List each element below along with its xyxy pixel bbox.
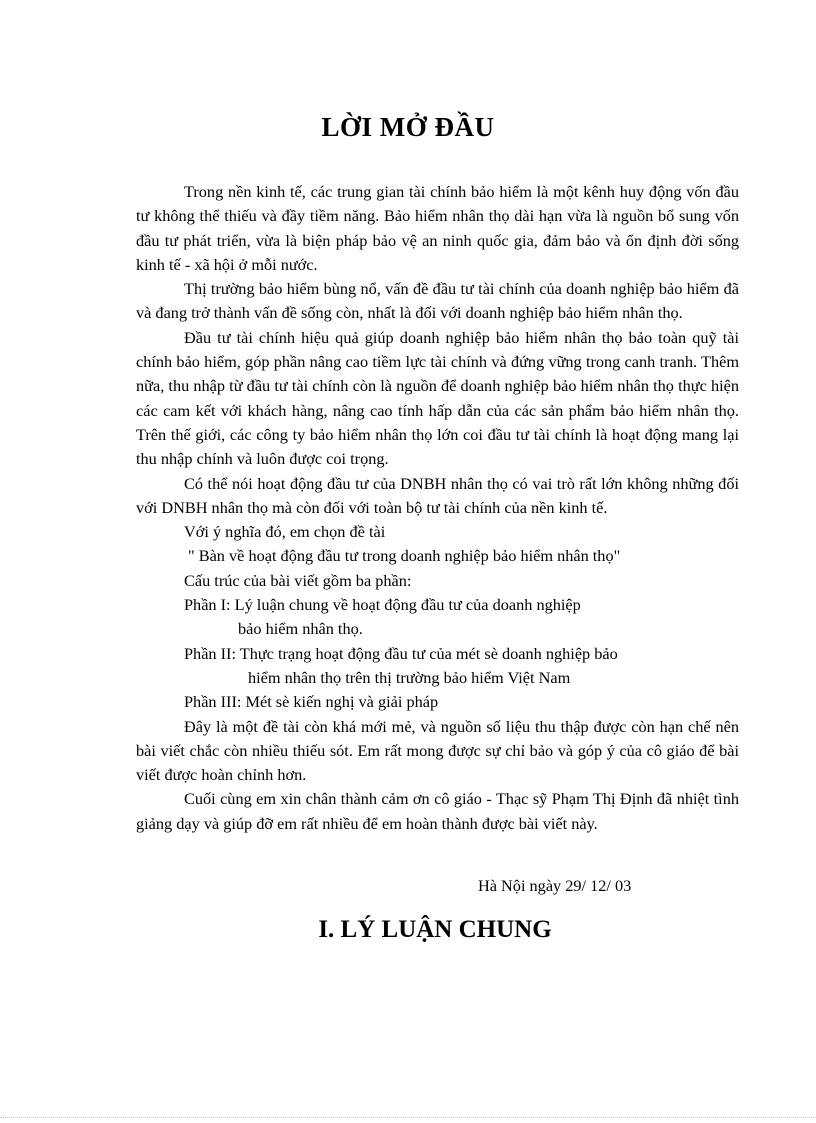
- paragraph-role: Có thể nói hoạt động đầu tư của DNBH nhân thọ có vai trò rất lớn không những đối với DNBH nhân thọ mà còn đối với toàn bộ tư tài chính của nền kinh tế.: [136, 473, 739, 517]
- part-3-title: Phần III: Mét sè kiến nghị và giải pháp: [184, 692, 439, 712]
- document-body: [136, 180, 739, 836]
- page-bottom-divider: [0, 1117, 816, 1118]
- structure-intro: Cấu trúc của bài viết gồm ba phần:: [184, 570, 412, 590]
- part-2-title: Phần II: Thực trạng hoạt động đầu tư của mét sè doanh nghiệp bảo: [184, 643, 618, 663]
- paragraph-limitations: Đây là một đề tài còn khá mới mẻ, và nguồn số liệu thu thập được còn hạn chế nên bài viết chắc còn nhiều thiếu sót. Em rất mong được sự chỉ bảo và góp ý của cô giáo để bài viết được hoàn chỉnh hơn.: [136, 716, 739, 785]
- paragraph-financial-investment: Đầu tư tài chính hiệu quả giúp doanh nghiệp bảo hiểm nhân thọ bảo toàn quỹ tài chính bảo hiểm, góp phần nâng cao tiềm lực tài chính và đứng vững trong canh tranh. Thêm nữa, thu nhập từ đầu tư tài chính còn là nguồn để doanh nghiệp bảo hiểm nhân thọ thực hiện các cam kết với khách hàng, nâng cao tính hấp dẫn của các sản phẩm bảo hiểm nhân thọ. Trên thế giới, các công ty bảo hiểm nhân thọ lớn coi đầu tư tài chính là hoạt động mang lại thu nhập chính và luôn được coi trọng.: [136, 327, 739, 469]
- paragraph-market: Thị trường bảo hiểm bùng nổ, vấn đề đầu tư tài chính của doanh nghiệp bảo hiểm đã và đang trở thành vấn đề sống còn, nhất là đối với doanh nghiệp bảo hiểm nhân thọ.: [136, 279, 739, 323]
- topic-intro: Với ý nghĩa đó, em chọn đề tài: [184, 522, 386, 542]
- page-title: LỜI MỞ ĐẦU: [321, 112, 495, 142]
- part-2-title-continued: hiểm nhân thọ trên thị trường bảo hiểm Việt Nam: [248, 667, 571, 687]
- topic-quote: " Bàn về hoạt động đầu tư trong doanh nghiệp bảo hiểm nhân thọ": [188, 546, 621, 566]
- part-1-title-continued: bảo hiểm nhân thọ.: [238, 619, 363, 639]
- part-1-title: Phần I: Lý luận chung về hoạt động đầu tư của doanh nghiệp: [184, 595, 581, 615]
- section-heading: I. LÝ LUẬN CHUNG: [318, 916, 552, 943]
- paragraph-thanks: Cuối cùng em xin chân thành cảm ơn cô giáo - Thạc sỹ Phạm Thị Định đã nhiệt tình giảng dạy và giúp đỡ em rất nhiều để em hoàn thành được bài viết này.: [136, 789, 739, 833]
- paragraph-intro: Trong nền kinh tế, các trung gian tài chính bảo hiểm là một kênh huy động vốn đầu tư không thể thiếu và đầy tiềm năng. Bảo hiểm nhân thọ dài hạn vừa là nguồn bổ sung vốn đầu tư phát triển, vừa là biện pháp bảo vệ an ninh quốc gia, đảm bảo và ổn định đời sống kinh tế - xã hội ở mỗi nước.: [136, 182, 739, 274]
- date-line: Hà Nội ngày 29/ 12/ 03: [478, 876, 632, 895]
